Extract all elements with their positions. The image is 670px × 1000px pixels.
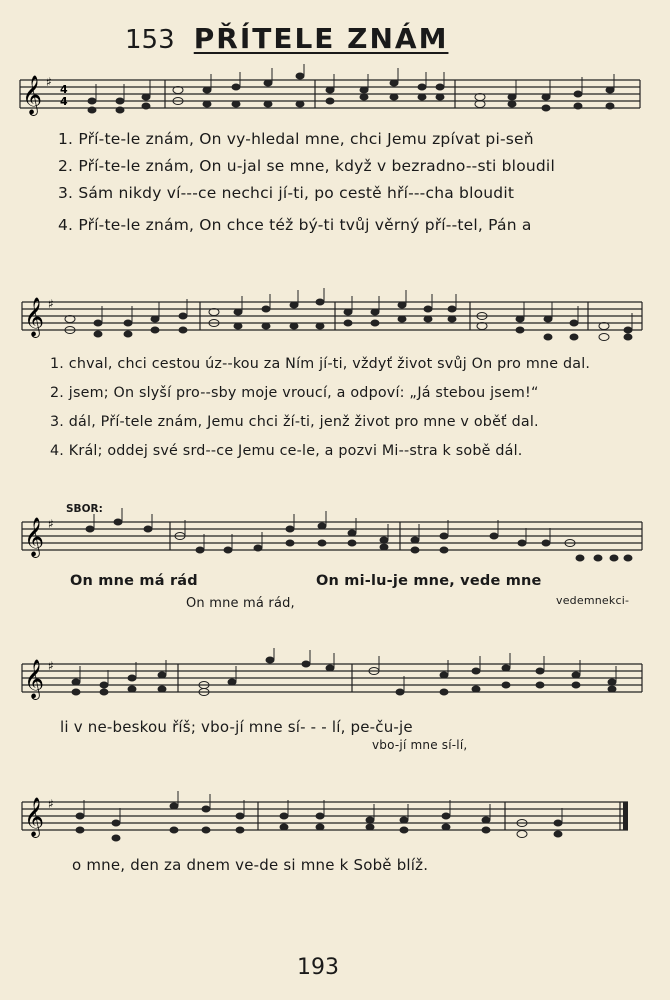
chorus-label: SBOR: (66, 503, 103, 515)
music-staff-3 (0, 506, 670, 576)
music-staff-5 (0, 786, 670, 854)
chorus-lyric-1a: On mne má rád (70, 573, 198, 589)
hymn-title: PŘÍTELE ZNÁM (193, 22, 449, 55)
chorus-lyric-1b: On mi-lu-je mne, vede mne (316, 573, 542, 589)
hymn-header (125, 22, 448, 55)
svg-text:♯: ♯ (48, 797, 54, 811)
verse-2-line-1: 2. Pří-te-le znám, On u-jal se mne, když v bezradno--sti bloudil (58, 157, 555, 175)
svg-text:♯: ♯ (48, 517, 54, 531)
svg-text:𝄞: 𝄞 (24, 297, 45, 337)
svg-text:♯: ♯ (48, 659, 54, 673)
chorus-lyric-1d: vedemnekci- (556, 594, 630, 607)
svg-text:𝄞: 𝄞 (24, 659, 45, 699)
verse-3-line-2: 3. dál, Pří-tele znám, Jemu chci ží-ti, jenž život pro mne v oběť dal. (50, 414, 539, 430)
chorus-lyric-3: o mne, den za dnem ve-de si mne k Sobě blíž. (72, 856, 429, 874)
verse-1-line-1: 1. Pří-te-le znám, On vy-hledal mne, chci Jemu zpívat pi-seň (58, 130, 534, 148)
svg-text:♯: ♯ (48, 297, 54, 311)
verse-4-line-2: 4. Král; oddej své srd--ce Jemu ce-le, a pozvi Mi--stra k sobě dál. (50, 443, 523, 459)
page-number: 193 (297, 955, 339, 980)
hymn-number: 153 (125, 25, 175, 55)
treble-clef-icon: 𝄞 (22, 75, 43, 115)
chorus-lyric-1c: On mne má rád, (186, 596, 295, 611)
verse-3-line-1: 3. Sám nikdy ví---ce nechci jí-ti, po cestě hří---cha bloudit (58, 184, 515, 202)
chorus-lyric-2: li v ne-beskou říš; vbo-jí mne sí- - - lí, pe-ču-je (60, 718, 413, 736)
music-staff-2 (0, 284, 670, 354)
verse-1-line-2: 1. chval, chci cestou úz--kou za Ním jí-ti, vždyť život svůj On pro mne dal. (50, 356, 591, 372)
final-barline-icon (623, 802, 628, 830)
time-signature-icon: 4 (60, 83, 68, 96)
chorus-lyric-2b: vbo-jí mne sí-lí, (372, 738, 468, 752)
svg-text:4: 4 (60, 95, 68, 108)
svg-text:𝄞: 𝄞 (24, 797, 45, 837)
svg-text:𝄞: 𝄞 (24, 517, 45, 557)
music-staff-1 (0, 62, 670, 128)
sharp-icon: ♯ (46, 75, 52, 89)
verse-2-line-2: 2. jsem; On slyší pro--sby moje vroucí, a odpoví: „Já stebou jsem!“ (50, 385, 539, 401)
verse-4-line-1: 4. Pří-te-le znám, On chce též bý-ti tvůj věrný pří--tel, Pán a (58, 216, 532, 234)
music-staff-4 (0, 648, 670, 718)
